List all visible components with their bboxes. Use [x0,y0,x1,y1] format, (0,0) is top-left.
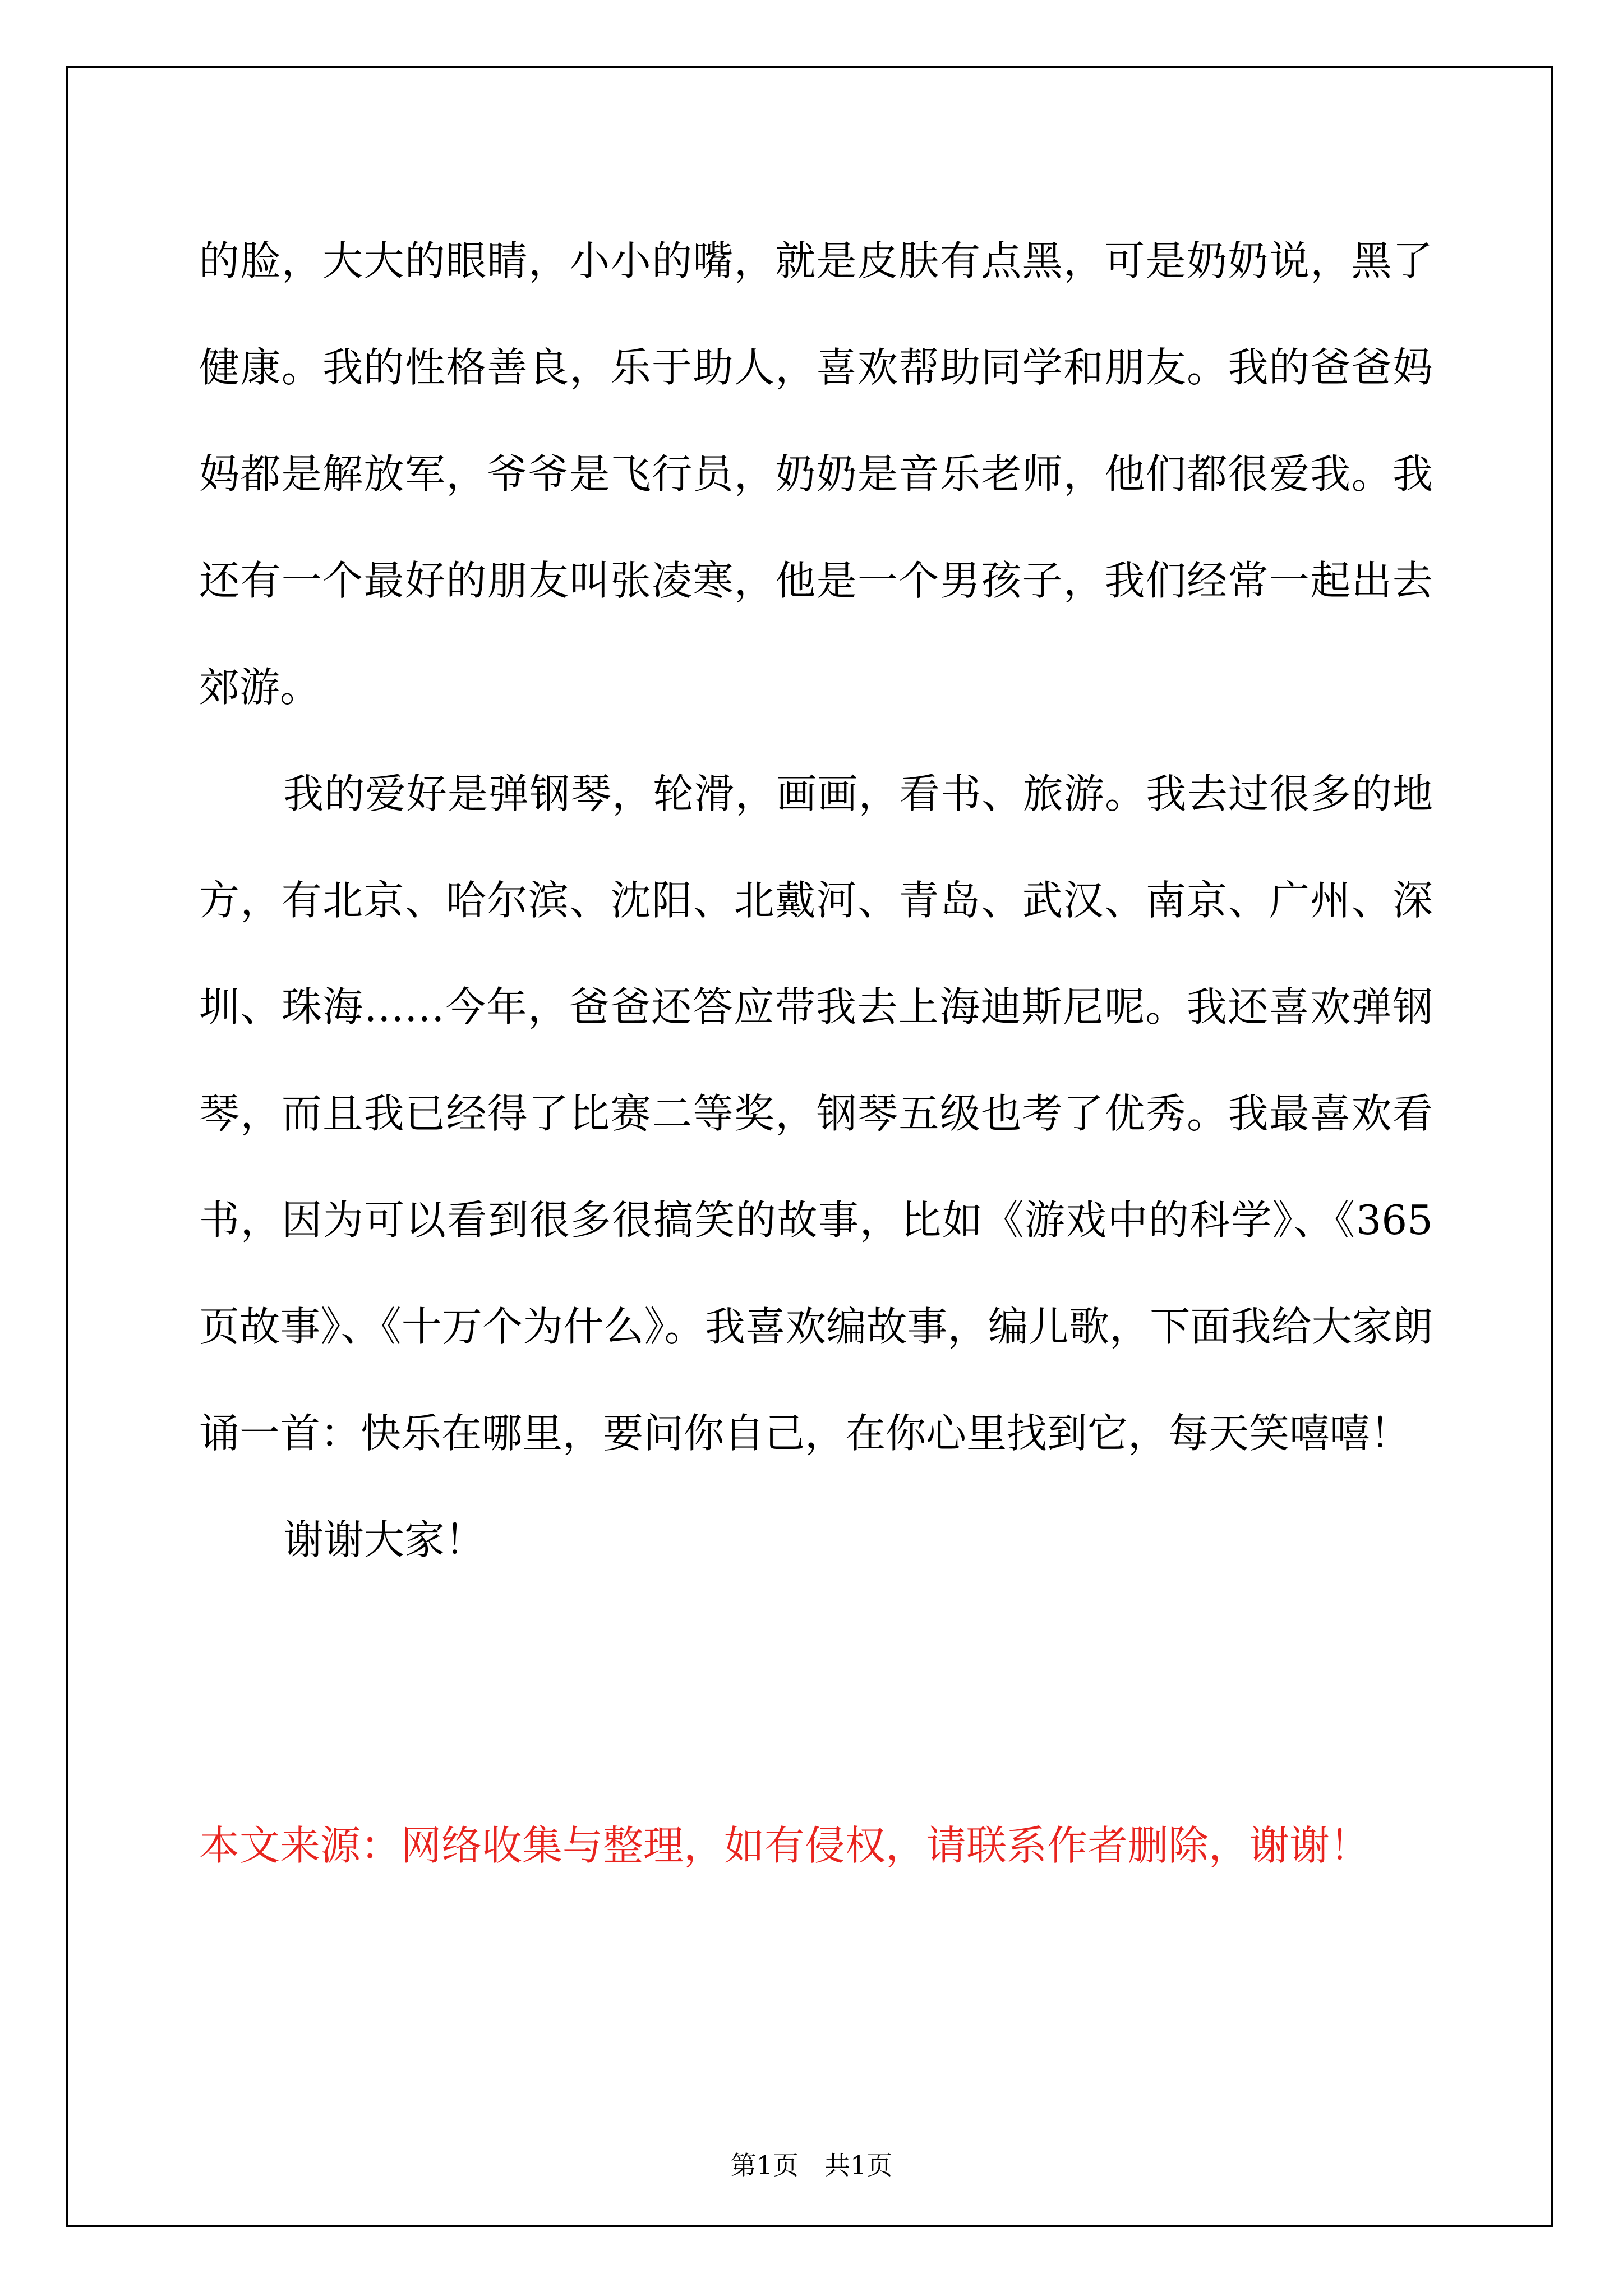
document-body [199,208,1433,1593]
paragraph-1: 的脸，大大的眼睛，小小的嘴，就是皮肤有点黑，可是奶奶说，黑了健康。我的性格善良，乐于助人，喜欢帮助同学和朋友。我的爸爸妈妈都是解放军，爷爷是飞行员，奶奶是音乐老师，他们都很爱我。我还有一个最好的朋友叫张凌寒，他是一个男孩子，我们经常一起出去郊游。 [199,237,1433,711]
source-note: 本文来源：网络收集与整理，如有侵权，请联系作者删除，谢谢！ [199,1822,1371,1869]
paragraph-3: 谢谢大家！ [283,1516,486,1563]
page-footer: 第1页 共1页 [730,2150,893,2180]
paragraph-2: 我的爱好是弹钢琴，轮滑，画画，看书、旅游。我去过很多的地方，有北京、哈尔滨、沈阳、北戴河、青岛、武汉、南京、广州、深圳、珠海……今年，爸爸还答应带我去上海迪斯尼呢。我还喜欢弹钢琴，而且我已经得了比赛二等奖，钢琴五级也考了优秀。我最喜欢看书，因为可以看到很多很搞笑的故事，比如《游戏中的科学》、《365页故事》、《十万个为什么》。我喜欢编故事，编儿歌，下面我给大家朗诵一首：快乐在哪里，要问你自己，在你心里找到它，每天笑嘻嘻！ [199,770,1433,1457]
